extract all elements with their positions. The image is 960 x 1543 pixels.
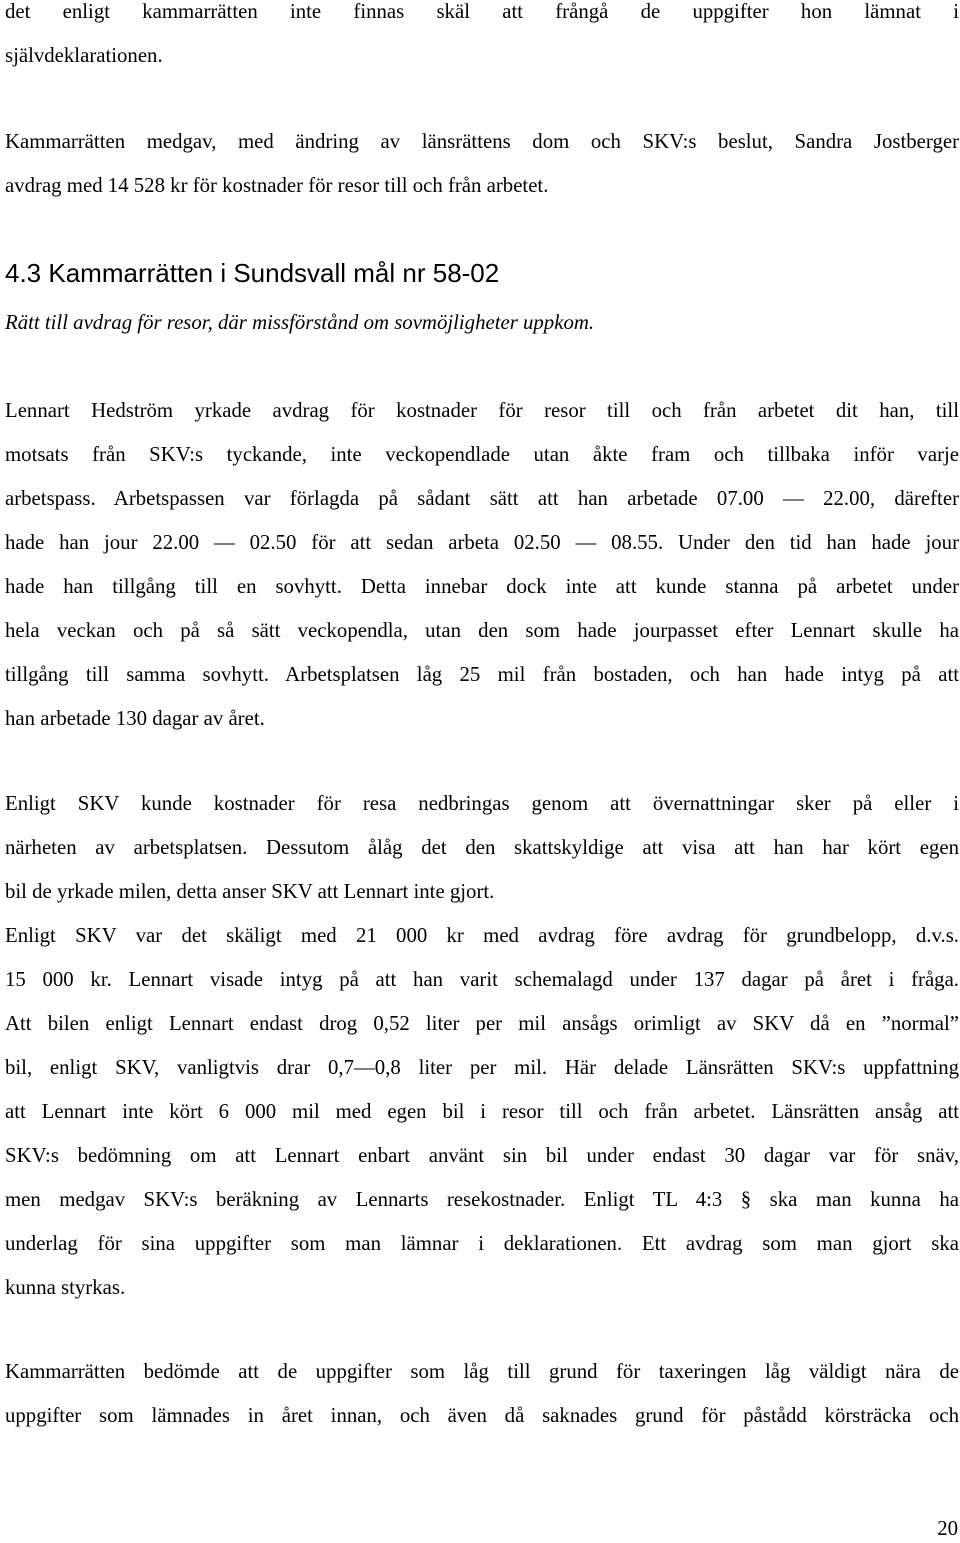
text-line: närheten av arbetsplatsen. Dessutom ålåg det den skattskyldige att visa att han har kört egen: [5, 836, 959, 859]
paragraph-3: [5, 389, 959, 741]
text-line: bil, enligt SKV, vanligtvis drar 0,7—0,8 liter per mil. Här delade Länsrätten SKV:s uppfattning: [5, 1056, 959, 1079]
text-line: självdeklarationen.: [5, 44, 163, 67]
text-line: hade han jour 22.00 — 02.50 för att sedan arbeta 02.50 — 08.55. Under den tid han hade jour: [5, 531, 959, 554]
text-line: underlag för sina uppgifter som man lämnar i deklarationen. Ett avdrag som man gjort ska: [5, 1232, 959, 1255]
text-line: Enligt SKV var det skäligt med 21 000 kr med avdrag före avdrag för grundbelopp, d.v.s.: [5, 924, 959, 947]
text-line: det enligt kammarrätten inte finnas skäl att frångå de uppgifter hon lämnat i: [5, 0, 959, 23]
paragraph-1: [5, 0, 959, 78]
section-subtitle-block: [5, 308, 959, 338]
paragraph-2: [5, 120, 959, 208]
text-line: uppgifter som lämnades in året innan, och även då saknades grund för påstådd körsträcka och: [5, 1404, 959, 1427]
text-line: SKV:s bedömning om att Lennart enbart använt sin bil under endast 30 dagar var för snäv,: [5, 1144, 959, 1167]
text-line: kunna styrkas.: [5, 1276, 126, 1299]
text-line: hade han tillgång till en sovhytt. Detta innebar dock inte att kunde stanna på arbetet under: [5, 575, 959, 598]
text-line: 15 000 kr. Lennart visade intyg på att han varit schemalagd under 137 dagar på året i fråga.: [5, 968, 959, 991]
section-title: 4.3 Kammarrätten i Sundsvall mål nr 58-02: [5, 258, 500, 288]
text-line: Lennart Hedström yrkade avdrag för kostnader för resor till och från arbetet dit han, till: [5, 399, 959, 422]
text-line: han arbetade 130 dagar av året.: [5, 707, 265, 730]
text-line: Kammarrätten bedömde att de uppgifter som låg till grund för taxeringen låg väldigt nära de: [5, 1360, 959, 1383]
text-line: Kammarrätten medgav, med ändring av länsrättens dom och SKV:s beslut, Sandra Jostberger: [5, 130, 959, 153]
text-line: arbetspass. Arbetspassen var förlagda på sådant sätt att han arbetade 07.00 — 22.00, därefter: [5, 487, 959, 510]
text-line: bil de yrkade milen, detta anser SKV att Lennart inte gjort.: [5, 880, 495, 903]
text-line: Att bilen enligt Lennart endast drog 0,52 liter per mil ansågs orimligt av SKV då en ”normal”: [5, 1012, 959, 1035]
text-line: motsats från SKV:s tyckande, inte veckopendlade utan åkte fram och tillbaka inför varje: [5, 443, 959, 466]
text-line: men medgav SKV:s beräkning av Lennarts resekostnader. Enligt TL 4:3 § ska man kunna ha: [5, 1188, 959, 1211]
text-line: att Lennart inte kört 6 000 mil med egen bil i resor till och från arbetet. Länsrätten ansåg att: [5, 1100, 959, 1123]
text-line: hela veckan och på så sätt veckopendla, utan den som hade jourpasset efter Lennart skulle ha: [5, 619, 959, 642]
paragraph-5: [5, 1350, 959, 1438]
text-line: tillgång till samma sovhytt. Arbetsplatsen låg 25 mil från bostaden, och han hade intyg på att: [5, 663, 959, 686]
text-line: Enligt SKV kunde kostnader för resa nedbringas genom att övernattningar sker på eller i: [5, 792, 959, 815]
section-subtitle: Rätt till avdrag för resor, där missförstånd om sovmöjligheter uppkom.: [5, 311, 595, 334]
page-number: 20: [937, 1517, 958, 1540]
paragraph-4: [5, 782, 959, 1310]
text-line: avdrag med 14 528 kr för kostnader för resor till och från arbetet.: [5, 174, 549, 197]
section-heading: [5, 257, 959, 289]
